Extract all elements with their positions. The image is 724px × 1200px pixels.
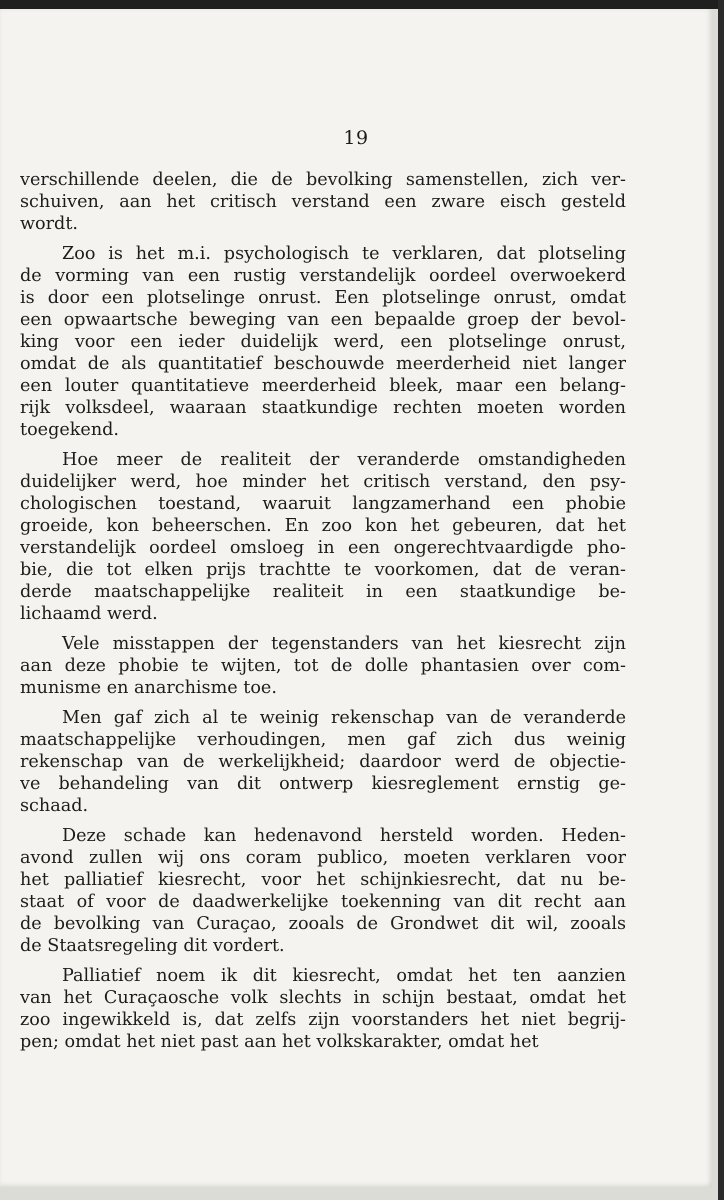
text-line: is door een plotselinge onrust. Een plotselinge onrust, omdat: [20, 288, 626, 308]
text-line: groeide, kon beheerschen. En zoo kon het gebeuren, dat het: [20, 516, 626, 536]
text-line: wordt.: [20, 214, 78, 234]
text-line: pen; omdat het niet past aan het volkskarakter, omdat het: [20, 1032, 539, 1052]
paragraph-gap: [20, 441, 626, 449]
text-line: aan deze phobie te wijten, tot de dolle phantasien over com-: [20, 656, 626, 676]
text-line: Hoe meer de realiteit der veranderde omstandigheden: [62, 450, 626, 470]
scan-border-top: [0, 0, 724, 9]
text-line: de Staatsregeling dit vordert.: [20, 936, 285, 956]
paragraph: [20, 633, 626, 699]
text-line: een opwaartsche beweging van een bepaalde groep der bevol-: [20, 310, 626, 330]
text-line: de vorming van een rustig verstandelijk oordeel overwoekerd: [20, 266, 626, 286]
text-line: munisme en anarchisme toe.: [20, 678, 277, 698]
paragraph-gap: [20, 625, 626, 633]
text-line: rekenschap van de werkelijkheid; daardoor werd de objectie-: [20, 752, 626, 772]
paragraph: [20, 707, 626, 817]
text-line: omdat de als quantitatief beschouwde meerderheid niet langer: [20, 354, 626, 374]
text-line: ve behandeling van dit ontwerp kiesreglement ernstig ge-: [20, 774, 626, 794]
paragraph-gap: [20, 235, 626, 243]
text-line: Vele misstappen der tegenstanders van het kiesrecht zijn: [62, 634, 626, 654]
text-line: een louter quantitatieve meerderheid bleek, maar een belang-: [20, 376, 626, 396]
text-line: de bevolking van Curaçao, zooals de Grondwet dit wil, zooals: [20, 914, 626, 934]
text-line: Zoo is het m.i. psychologisch te verklaren, dat plotseling: [62, 244, 626, 264]
text-line: toegekend.: [20, 420, 120, 440]
paragraph: [20, 965, 626, 1053]
text-line: Deze schade kan hedenavond hersteld worden. Heden-: [62, 826, 626, 846]
text-line: schaad.: [20, 796, 89, 816]
text-line: schuiven, aan het critisch verstand een zware eisch gesteld: [20, 192, 626, 212]
text-line: verschillende deelen, die de bevolking samenstellen, zich ver-: [20, 170, 626, 190]
paragraph: [20, 169, 626, 235]
paragraph: [20, 243, 626, 441]
text-line: verstandelijk oordeel omsloeg in een ongerechtvaardigde pho-: [20, 538, 626, 558]
text-line: het palliatief kiesrecht, voor het schijnkiesrecht, dat nu be-: [20, 870, 626, 890]
text-line: van het Curaçaosche volk slechts in schijn bestaat, omdat het: [20, 988, 626, 1008]
scan-border-right: [718, 0, 724, 1200]
text-line: staat of voor de daadwerkelijke toekenning van dit recht aan: [20, 892, 626, 912]
paragraph-gap: [20, 957, 626, 965]
paragraph-gap: [20, 817, 626, 825]
text-line: king voor een ieder duidelijk werd, een plotselinge onrust,: [20, 332, 626, 352]
text-line: bie, die tot elken prijs trachtte te voorkomen, dat de veran-: [20, 560, 626, 580]
text-line: avond zullen wij ons coram publico, moeten verklaren voor: [20, 848, 626, 868]
paragraph: [20, 825, 626, 957]
page-sheet: [0, 9, 712, 1187]
body-text: [20, 169, 626, 1053]
paragraph: [20, 449, 626, 625]
page-number: 19: [343, 127, 369, 149]
text-line: duidelijker werd, hoe minder het critisch verstand, den psy-: [20, 472, 626, 492]
text-line: Men gaf zich al te weinig rekenschap van de veranderde: [62, 708, 626, 728]
text-line: lichaamd werd.: [20, 604, 158, 624]
text-line: chologischen toestand, waaruit langzamerhand een phobie: [20, 494, 626, 514]
text-line: rijk volksdeel, waaraan staatkundige rechten moeten worden: [20, 398, 626, 418]
text-line: Palliatief noem ik dit kiesrecht, omdat het ten aanzien: [62, 966, 626, 986]
text-line: derde maatschappelijke realiteit in een staatkundige be-: [20, 582, 626, 602]
paragraph-gap: [20, 699, 626, 707]
text-line: zoo ingewikkeld is, dat zelfs zijn voorstanders het niet begrij-: [20, 1010, 626, 1030]
text-line: maatschappelijke verhoudingen, men gaf zich dus weinig: [20, 730, 626, 750]
